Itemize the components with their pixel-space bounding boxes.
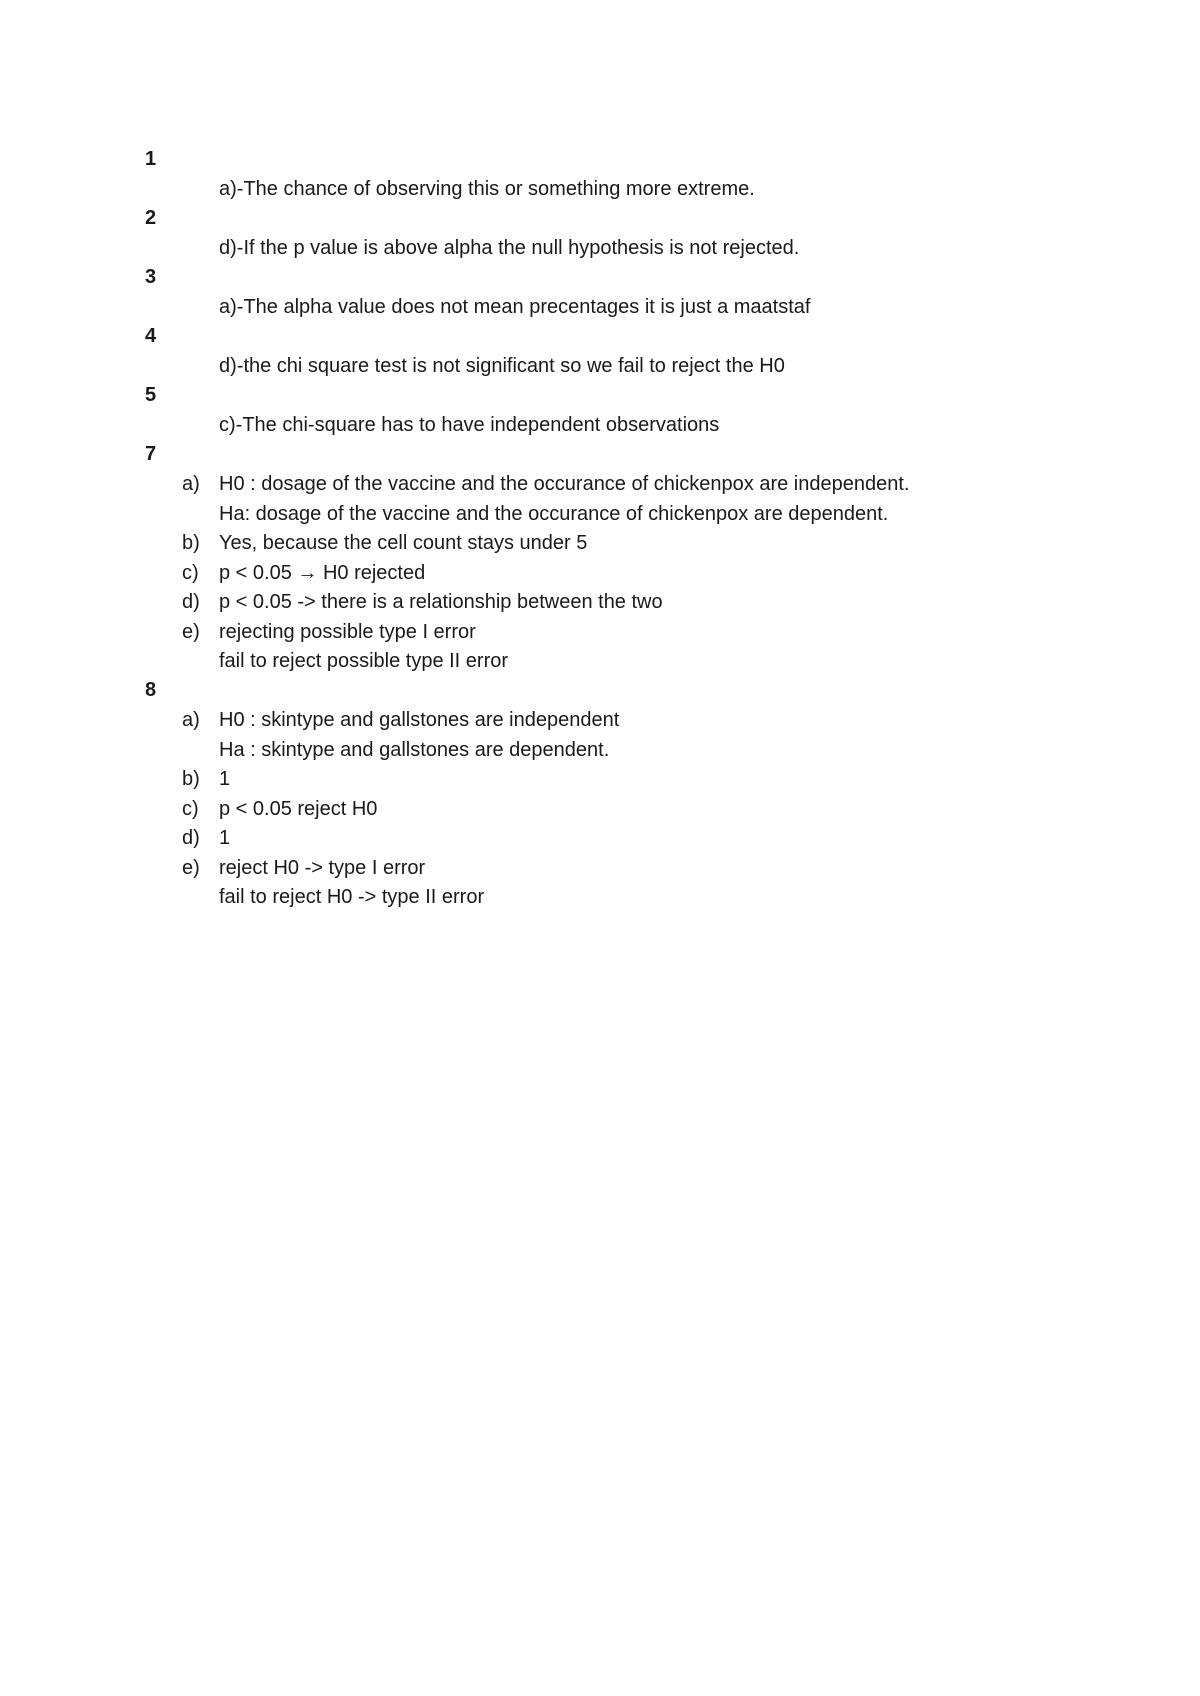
q8-part-e-line2: fail to reject H0 -> type II error [219,886,485,908]
q7-part-c-line1: p < 0.05 → H0 rejected [219,562,426,584]
q8-part-c-line1: p < 0.05 reject H0 [219,798,378,820]
q8-part-a-line2: Ha : skintype and gallstones are dependent. [219,739,610,761]
answer-2: d)-If the p value is above alpha the null hypothesis is not rejected. [219,237,800,259]
q8-part-e-label: e) [182,857,200,879]
answer-4: d)-the chi square test is not significant so we fail to reject the H0 [219,355,785,377]
question-number-1: 1 [145,148,157,170]
q7-part-a-line2: Ha: dosage of the vaccine and the occurance of chickenpox are dependent. [219,503,889,525]
q7-part-d-label: d) [182,591,200,613]
q7-part-e-label: e) [182,621,200,643]
q7-part-b-line1: Yes, because the cell count stays under 5 [219,532,588,554]
question-number-4: 4 [145,325,157,347]
q8-part-d-line1: 1 [219,827,231,849]
question-number-7: 7 [145,443,157,465]
q7-part-c-label: c) [182,562,199,584]
question-number-5: 5 [145,384,157,406]
q8-part-b-line1: 1 [219,768,231,790]
answer-1: a)-The chance of observing this or something more extreme. [219,178,755,200]
q7-part-b-label: b) [182,532,200,554]
answer-3: a)-The alpha value does not mean precentages it is just a maatstaf [219,296,811,318]
q8-part-c-label: c) [182,798,199,820]
q8-part-e-line1: reject H0 -> type I error [219,857,426,879]
q8-part-b-label: b) [182,768,200,790]
q7-part-a-line1: H0 : dosage of the vaccine and the occurance of chickenpox are independent. [219,473,910,495]
question-number-2: 2 [145,207,157,229]
q7-part-d-line1: p < 0.05 -> there is a relationship between the two [219,591,663,613]
question-number-8: 8 [145,679,157,701]
q7-part-a-label: a) [182,473,200,495]
answer-5: c)-The chi-square has to have independent observations [219,414,720,436]
q8-part-a-label: a) [182,709,200,731]
q7-part-e-line1: rejecting possible type I error [219,621,476,643]
q8-part-d-label: d) [182,827,200,849]
q8-part-a-line1: H0 : skintype and gallstones are independent [219,709,620,731]
q7-part-e-line2: fail to reject possible type II error [219,650,509,672]
question-number-3: 3 [145,266,157,288]
